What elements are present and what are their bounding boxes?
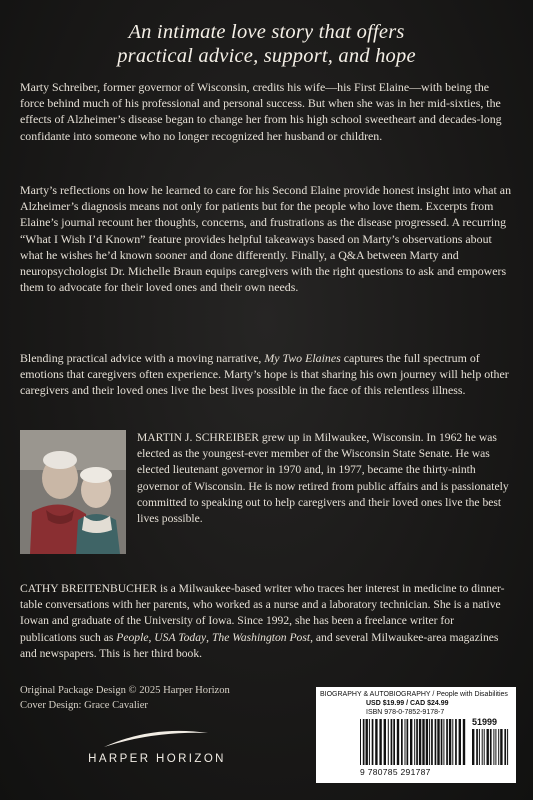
barcode-bar — [490, 729, 492, 765]
barcode-bar — [455, 719, 457, 765]
barcode-bar — [479, 729, 480, 765]
barcode-bar — [407, 719, 409, 765]
publication-2: USA Today — [154, 630, 207, 644]
description-paragraph-2: Marty’s reflections on how he learned to care for his Second Elaine provide honest insight into what an Alzheimer’s diagnosis means not only for patients but for the people who love them. Excerpts from Elaine’s journal recount her thoughts, concerns, and frustrations as the disease progressed. A recurring “What I Wish I’d Known” feature provides helpful takeaways based on Marty’s observations about what he wishes he’d known sooner and done differently. Finally, a Q&A between Marty and neuropsychologist Dr. Michelle Braun equips caregivers with the right questions to ask and empowers them to advocate for their loved ones and their own needs. — [20, 183, 512, 295]
barcode-bar — [463, 719, 465, 765]
barcode-number: 9 780785 291787 — [360, 767, 431, 777]
description-paragraph-1: Marty Schreiber, former governor of Wisconsin, credits his wife—his First Elaine—with being the force behind much of his professional and personal success. But when she was in her mid-sixties, the effects of Alzheimer’s disease began to change her from his high school sweetheart and decades-long confidante into someone who no longer recognized her husband or children. — [20, 80, 502, 143]
cover-design-credit: Cover Design: Grace Cavalier — [20, 700, 148, 711]
addon-barcode-bars — [472, 729, 510, 765]
barcode-bar — [476, 729, 478, 765]
barcode-bar — [493, 729, 494, 765]
separator-1: , — [148, 630, 155, 644]
book-isbn: ISBN 978-0-7852-9178-7 — [366, 709, 445, 716]
publication-3: The Washington Post — [211, 630, 311, 644]
barcode-bar — [416, 719, 418, 765]
barcode-bar — [504, 729, 506, 765]
barcode-bar — [414, 719, 415, 765]
barcode-bar — [388, 719, 389, 765]
barcode-bar — [446, 719, 448, 765]
book-title: My Two Elaines — [264, 351, 341, 365]
publisher-name: HARPER HORIZON — [88, 753, 226, 765]
barcode-bar — [393, 719, 395, 765]
design-credits — [20, 683, 280, 713]
publication-1: People — [116, 630, 149, 644]
author-photo — [20, 430, 126, 554]
package-design-credit: Original Package Design © 2025 Harper Horizon — [20, 685, 230, 696]
coauthor-bio — [20, 581, 513, 662]
barcode-bar — [435, 719, 437, 765]
barcode-label — [316, 687, 516, 783]
barcode-bar — [495, 729, 496, 765]
coauthor-bio-part-1: CATHY BREITENBUCHER is a Milwaukee-based writer who traces her interest in medicine to dinner-table conversations with her parents, who worked as a nurse and a laboratory technician. She is a native Iowan and graduate of the University of Iowa. Since 1992, she has been a freelance writer for publications such as — [20, 582, 505, 644]
barcode-bar — [459, 719, 461, 765]
barcode-bar — [369, 719, 370, 765]
barcode-bar — [426, 719, 428, 765]
barcode-bar — [375, 719, 377, 765]
barcode-bar — [484, 729, 485, 765]
barcode-bar — [397, 719, 399, 765]
barcode-bar — [507, 729, 508, 765]
barcode-bar — [452, 719, 453, 765]
horizon-swoosh-icon — [82, 723, 232, 751]
barcode-bar — [482, 729, 483, 765]
separator-2: , — [206, 630, 212, 644]
book-price: USD $19.99 / CAD $24.99 — [366, 700, 449, 707]
barcode-bar — [360, 719, 361, 765]
p3-text-before: Blending practical advice with a moving narrative, — [20, 351, 265, 365]
barcode-bar — [472, 729, 474, 765]
barcode-bars — [360, 719, 466, 765]
barcode-bar — [429, 719, 430, 765]
barcode-bar — [405, 719, 406, 765]
tagline-line-2: practical advice, support, and hope — [117, 45, 416, 67]
publisher-logo — [82, 723, 232, 768]
barcode-bar — [372, 719, 374, 765]
barcode-bar — [419, 719, 421, 765]
coauthor-bio-part-2: , and several Milwaukee-area magazines and newspapers. This is her third book. — [20, 630, 499, 660]
barcode-bar — [487, 729, 489, 765]
author-bio: MARTIN J. SCHREIBER grew up in Milwaukee, Wisconsin. In 1962 he was elected as the youngest-ever member of the Wisconsin State Senate. He was elected lieutenant governor in 1970 and, in 1977, became the thirty-ninth governor of Wisconsin. He is now retired from public affairs and is passionately committed to speaking out to help caregivers and their loved ones live the best lives possible. — [137, 431, 509, 526]
p3-text-after: captures the full spectrum of emotions that caregivers often experience. Marty’s hope is that sharing his own journey will help other caregivers and their loved ones live the best lives possible in the face of this relentless illness. — [20, 351, 509, 398]
barcode-bar — [366, 719, 368, 765]
tagline — [20, 20, 513, 68]
book-category: BIOGRAPHY & AUTOBIOGRAPHY / People with Disabilities — [320, 691, 508, 698]
barcode-bar — [437, 719, 439, 765]
barcode-bar — [379, 719, 381, 765]
price-addon-code: 51999 — [472, 717, 498, 727]
tagline-line-1: An intimate love story that offers — [128, 21, 405, 43]
barcode-bar — [422, 719, 424, 765]
barcode-bar — [443, 719, 444, 765]
barcode-bar — [410, 719, 412, 765]
description-paragraph-3 — [20, 350, 513, 399]
barcode-bar — [449, 719, 451, 765]
barcode-bar — [441, 719, 443, 765]
barcode-bar — [363, 719, 365, 765]
barcode-bar — [384, 719, 386, 765]
barcode-bar — [431, 719, 433, 765]
barcode-bar — [500, 729, 502, 765]
barcode-bar — [498, 729, 499, 765]
barcode-bar — [391, 719, 393, 765]
barcode-bar — [401, 719, 403, 765]
